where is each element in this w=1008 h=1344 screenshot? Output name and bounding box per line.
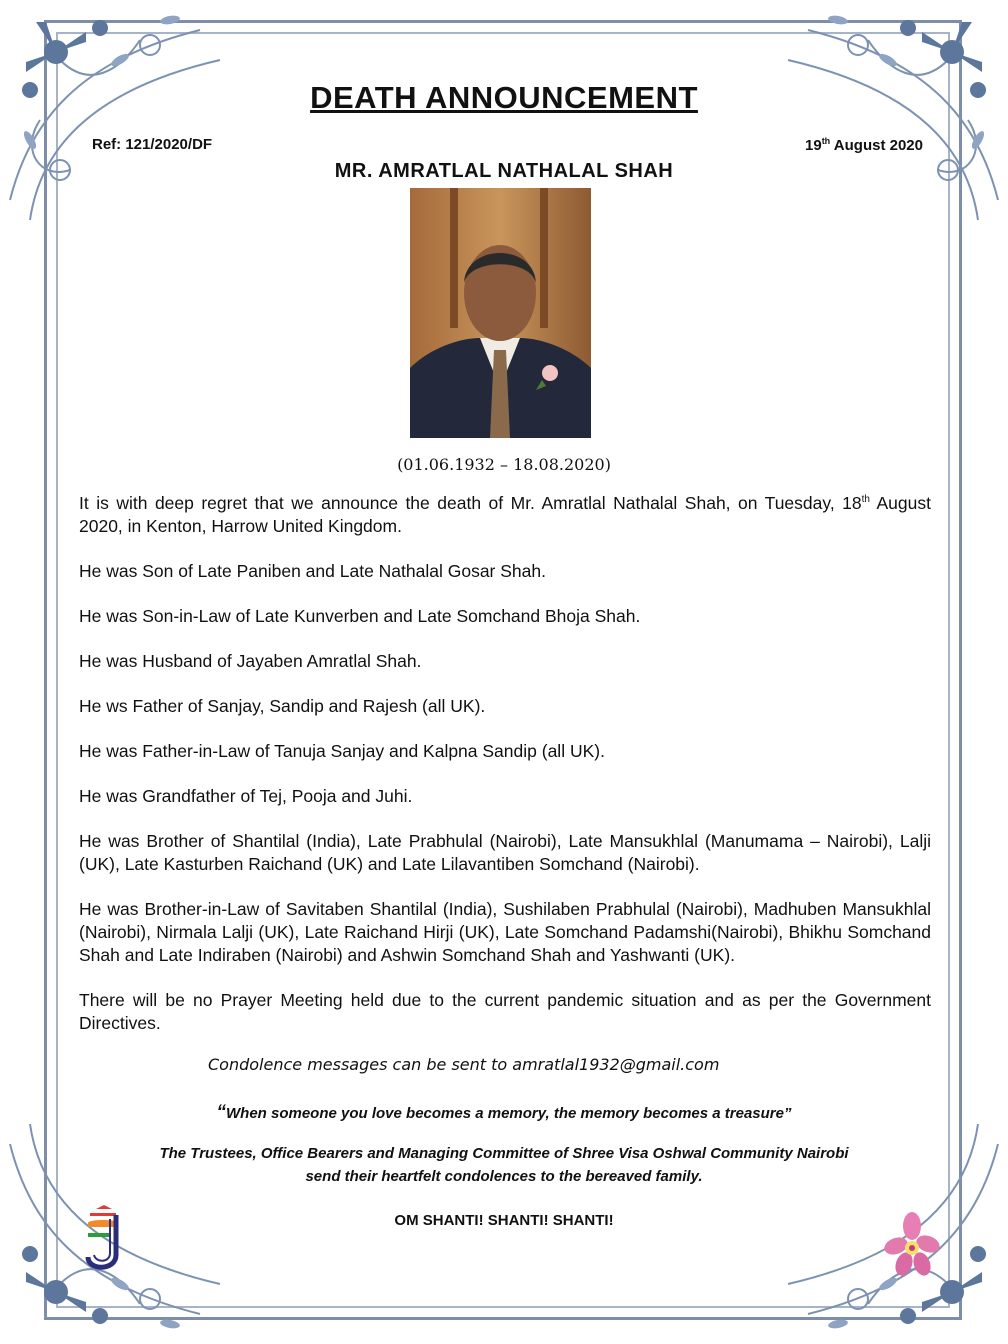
om-shanti-line: OM SHANTI! SHANTI! SHANTI! <box>394 1212 614 1229</box>
trustees-line: send their heartfelt condolences to the bereaved family. <box>305 1168 703 1185</box>
relation-father: He ws Father of Sanjay, Sandip and Rajesh (all UK). <box>79 696 486 716</box>
community-logo-icon <box>82 1205 126 1275</box>
relation-son-in-law: He was Son-in-Law of Late Kunverben and Late Somchand Bhoja Shah. <box>79 606 641 626</box>
lifespan-dates: (01.06.1932 – 18.08.2020) <box>397 455 611 474</box>
memorial-quote: “When someone you love becomes a memory, the memory becomes a treasure” <box>216 1102 792 1123</box>
prayer-notice: There will be no Prayer Meeting held due to the current pandemic situation and as per the Government Directives. <box>79 990 931 1033</box>
announcement-date: 19th August 2020 <box>805 136 923 154</box>
announcement-body <box>79 492 931 1035</box>
pink-orchid-icon <box>884 1212 940 1278</box>
relation-husband: He was Husband of Jayaben Amratlal Shah. <box>79 651 422 671</box>
relation-father-in-law: He was Father-in-Law of Tanuja Sanjay and Kalpna Sandip (all UK). <box>79 741 605 761</box>
condolence-email-note: Condolence messages can be sent to amratlal1932@gmail.com <box>208 1055 720 1074</box>
deceased-name: MR. AMRATLAL NATHALAL SHAH <box>334 160 674 182</box>
trustees-condolence <box>0 1142 1008 1188</box>
portrait-photo <box>410 188 591 438</box>
relation-grandfather: He was Grandfather of Tej, Pooja and Juhi. <box>79 786 413 806</box>
relation-brother: He was Brother of Shantilal (India), Late Prabhulal (Nairobi), Late Mansukhlal (Manumama – Nairobi), Lalji (UK), Late Kasturben Raichand (UK) and Late Lilavantiben Somchand (Nairobi). <box>79 831 931 874</box>
trustees-line: The Trustees, Office Bearers and Managing Committee of Shree Visa Oshwal Community Nairobi <box>159 1145 849 1162</box>
reference-number: Ref: 121/2020/DF <box>92 136 213 153</box>
announcement-paragraph: It is with deep regret that we announce the death of Mr. Amratlal Nathalal Shah, on Tuesday, 18th August 2020, in Kenton, Harrow United Kingdom. <box>79 493 931 536</box>
page-title: DEATH ANNOUNCEMENT <box>310 80 698 115</box>
relation-son: He was Son of Late Paniben and Late Nathalal Gosar Shah. <box>79 561 546 581</box>
relation-brother-in-law: He was Brother-in-Law of Savitaben Shantilal (India), Sushilaben Prabhulal (Nairobi), Madhuben Mansukhlal (Nairobi), Nirmala Lalji (UK), Late Raichand Hirji (UK), Late Somchand Padamshi(Nairobi), Bhikhu Somchand Shah and Late Indiraben (Nairobi) and Ashwin Somchand Shah and Yashwanti (UK). <box>79 899 931 965</box>
